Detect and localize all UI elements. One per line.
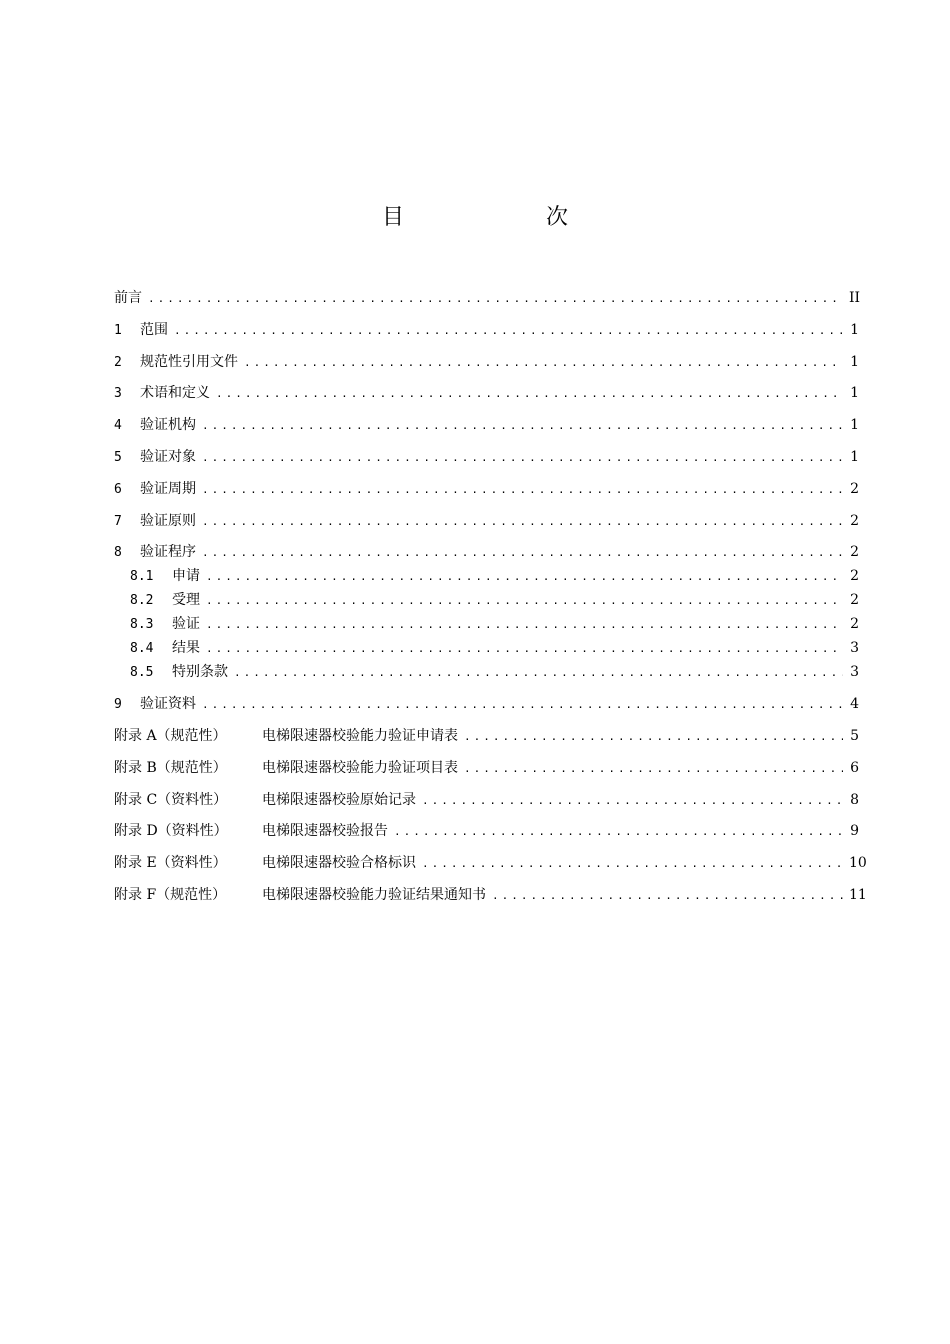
toc-entry-label: 电梯限速器校验报告 — [262, 823, 388, 840]
toc-entry-page: 3 — [850, 664, 859, 681]
page-title: 目 次 — [381, 205, 628, 230]
toc-entry-number: 8.5 — [130, 665, 154, 681]
toc-entry-number: 1 — [114, 322, 122, 338]
toc-entry-appendix-c[interactable] — [114, 789, 859, 811]
toc-entry-label: 结果 — [172, 640, 200, 657]
toc-entry-page: 1 — [850, 353, 859, 370]
toc-entry-number: 9 — [114, 697, 122, 713]
dot-leader — [202, 542, 843, 564]
toc-entry-page: 8 — [850, 791, 859, 808]
toc-entry-label: 电梯限速器校验原始记录 — [262, 791, 416, 808]
toc-entry-label: 受理 — [172, 592, 200, 609]
dot-leader — [216, 383, 843, 405]
dot-leader — [464, 726, 843, 748]
toc-entry-page: 4 — [850, 696, 859, 713]
toc-entry-9[interactable] — [114, 693, 859, 715]
dot-leader — [422, 853, 843, 875]
toc-entry-page: 2 — [850, 544, 859, 561]
toc-entry-label: 验证 — [172, 616, 200, 633]
dot-leader — [202, 694, 843, 716]
toc-list — [114, 287, 867, 906]
toc-entry-label: 申请 — [172, 568, 200, 585]
toc-entry-number: 8.1 — [130, 569, 154, 585]
dot-leader — [464, 758, 843, 780]
toc-entry-label: 验证程序 — [140, 544, 196, 561]
toc-entry-label: 特别条款 — [172, 664, 228, 681]
toc-entry-appendix-f[interactable] — [114, 884, 867, 906]
toc-entry-page: II — [849, 290, 861, 306]
dot-leader — [206, 638, 843, 660]
toc-entry-page: 1 — [850, 448, 859, 465]
toc-entry-page: 2 — [850, 480, 859, 497]
toc-entry-number: 8.3 — [130, 617, 154, 633]
toc-entry-number: 8.2 — [130, 593, 154, 609]
dot-leader — [492, 885, 843, 907]
toc-entry-label: 验证原则 — [140, 512, 196, 529]
appendix-prefix: 附录 B（规范性） — [114, 759, 227, 776]
toc-entry-label: 前言 — [114, 290, 142, 306]
toc-entry-label: 电梯限速器校验合格标识 — [262, 855, 416, 872]
dot-leader — [422, 790, 843, 812]
toc-entry-4[interactable] — [114, 414, 859, 436]
toc-entry-appendix-e[interactable] — [114, 852, 867, 874]
toc-entry-number: 3 — [114, 386, 122, 402]
toc-entry-page: 2 — [850, 512, 859, 529]
toc-entry-page: 5 — [850, 727, 859, 744]
toc-entry-8-5[interactable] — [114, 661, 859, 683]
toc-entry-label: 电梯限速器校验能力验证项目表 — [262, 759, 458, 776]
toc-entry-6[interactable] — [114, 478, 859, 500]
toc-entry-page: 2 — [850, 616, 859, 633]
dot-leader — [244, 352, 843, 374]
toc-entry-8-2[interactable] — [114, 589, 859, 611]
toc-entry-appendix-b[interactable] — [114, 757, 859, 779]
toc-entry-page: 1 — [850, 321, 859, 338]
dot-leader — [206, 614, 843, 636]
toc-entry-page: 3 — [850, 640, 859, 657]
dot-leader — [234, 662, 843, 684]
toc-entry-page: 9 — [850, 823, 859, 840]
toc-entry-label: 范围 — [140, 321, 168, 338]
toc-entry-7[interactable] — [114, 510, 859, 532]
dot-leader — [206, 566, 843, 588]
dot-leader — [206, 590, 843, 612]
dot-leader — [174, 320, 843, 342]
toc-entry-3[interactable] — [114, 382, 859, 404]
toc-entry-appendix-a[interactable] — [114, 725, 859, 747]
dot-leader — [202, 415, 843, 437]
toc-entry-label: 验证资料 — [140, 696, 196, 713]
toc-entry-label: 验证对象 — [140, 448, 196, 465]
dot-leader — [202, 479, 843, 501]
toc-entry-page: 1 — [850, 385, 859, 402]
toc-entry-foreword[interactable] — [114, 287, 859, 309]
toc-entry-page: 1 — [850, 417, 859, 434]
toc-entry-label: 电梯限速器校验能力验证结果通知书 — [262, 886, 486, 903]
toc-entry-8[interactable] — [114, 541, 859, 563]
dot-leader — [202, 447, 843, 469]
toc-entry-label: 术语和定义 — [140, 385, 210, 402]
dot-leader — [394, 821, 843, 843]
toc-entry-8-4[interactable] — [114, 637, 859, 659]
appendix-prefix: 附录 E（资料性） — [114, 855, 227, 872]
appendix-prefix: 附录 F（规范性） — [114, 886, 227, 903]
toc-entry-1[interactable] — [114, 319, 859, 341]
toc-entry-page: 6 — [850, 759, 859, 776]
toc-entry-8-3[interactable] — [114, 613, 859, 635]
dot-leader — [202, 511, 843, 533]
toc-entry-number: 4 — [114, 418, 122, 434]
toc-entry-number: 5 — [114, 449, 122, 465]
toc-entry-label: 验证机构 — [140, 417, 196, 434]
toc-entry-appendix-d[interactable] — [114, 820, 859, 842]
appendix-prefix: 附录 C（资料性） — [114, 791, 228, 808]
toc-entry-page: 11 — [849, 886, 867, 903]
appendix-prefix: 附录 A（规范性） — [114, 727, 227, 744]
toc-entry-2[interactable] — [114, 351, 859, 373]
toc-entry-label: 规范性引用文件 — [140, 353, 238, 370]
toc-entry-label: 验证周期 — [140, 480, 196, 497]
appendix-prefix: 附录 D（资料性） — [114, 823, 228, 840]
toc-entry-5[interactable] — [114, 446, 859, 468]
toc-entry-8-1[interactable] — [114, 565, 859, 587]
toc-entry-number: 7 — [114, 513, 122, 529]
toc-entry-number: 8 — [114, 545, 122, 561]
toc-entry-number: 2 — [114, 354, 122, 370]
toc-entry-page: 10 — [849, 855, 867, 872]
toc-entry-label: 电梯限速器校验能力验证申请表 — [262, 727, 458, 744]
dot-leader — [148, 288, 843, 310]
toc-entry-number: 6 — [114, 481, 122, 497]
toc-entry-page: 2 — [850, 592, 859, 609]
toc-entry-page: 2 — [850, 568, 859, 585]
toc-entry-number: 8.4 — [130, 641, 154, 657]
